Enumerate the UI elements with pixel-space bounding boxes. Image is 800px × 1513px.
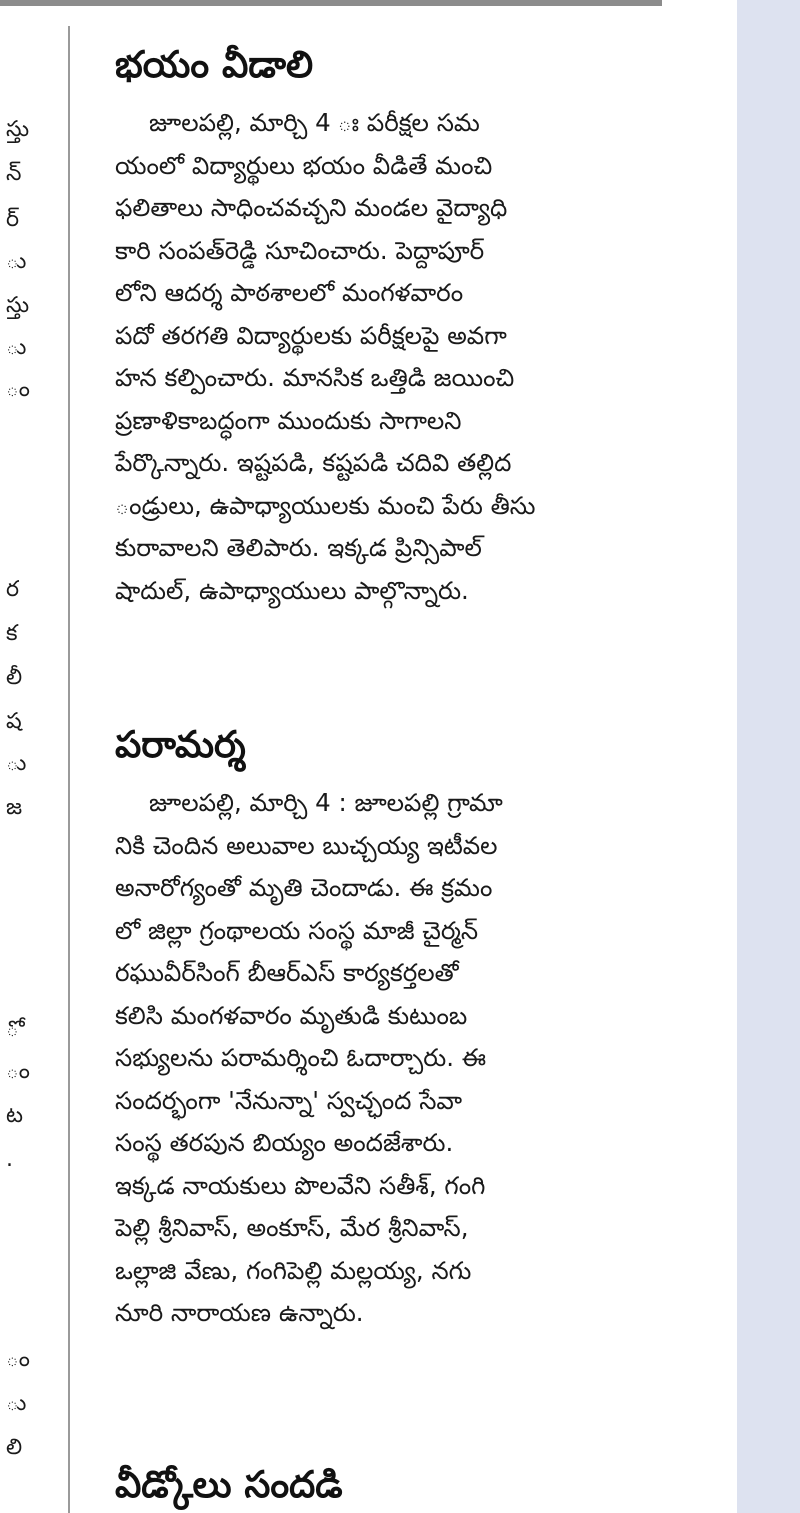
body-line: పెల్లి శ్రీనివాస్, అంకూస్, మేర శ్రీనివాస్,: [115, 1213, 469, 1242]
left-fragment: ర: [6, 577, 20, 602]
article-farewell: [115, 1462, 663, 1508]
body-line: ఫలితాలు సాధించవచ్చని మండల వైద్యాధి: [115, 193, 508, 222]
left-fragment: ట: [6, 1103, 23, 1128]
article-body: [115, 782, 663, 1335]
article-headline: వీడ్కోలు సందడి: [115, 1463, 343, 1506]
body-line: జూలపల్లి, మార్చి 4 : జూలపల్లి గ్రామా: [149, 788, 503, 817]
body-line: ండ్రులు, ఉపాధ్యాయులకు మంచి పేరు తీసు: [115, 490, 536, 520]
left-fragment: ష: [6, 709, 22, 734]
body-line: కురావాలని తెలిపారు. ఇక్కడ ప్రిన్సిపాల్: [115, 533, 482, 562]
body-line: అనారోగ్యంతో మృతి చెందాడు. ఈ క్రమం: [115, 873, 493, 902]
left-fragment: లి: [6, 1435, 23, 1460]
body-line: రఘువీర్‌సింగ్ బీఆర్‌ఎస్ కార్యకర్తలతో: [115, 958, 459, 987]
body-line: సందర్భంగా 'నేనున్నా' స్వచ్ఛంద సేవా: [115, 1085, 463, 1115]
body-line: పదో తరగతి విద్యార్థులకు పరీక్షలపై అవగా: [115, 320, 507, 350]
body-line: ప్రణాళికాబద్ధంగా ముందుకు సాగాలని: [115, 405, 462, 435]
body-line: ఒల్లాజి వేణు, గంగిపెల్లి మల్లయ్య, నగు: [115, 1255, 472, 1285]
left-fragment: ు: [6, 751, 27, 776]
left-fragment: ో: [6, 1017, 19, 1042]
left-fragment: ర్: [6, 207, 20, 232]
left-fragment: న్: [6, 161, 22, 186]
left-fragment: క: [6, 621, 18, 646]
body-line: జూలపల్లి, మార్చి 4 ః పరీక్షల సమ: [149, 108, 480, 137]
left-column-fragments: [0, 0, 30, 1513]
body-line: లో జిల్లా గ్రంథాలయ సంస్థ మాజీ చైర్మన్: [115, 915, 479, 945]
article-headline: పరామర్శ: [115, 723, 246, 766]
side-panel: [737, 0, 800, 1513]
left-fragment: స్తు: [6, 117, 30, 142]
body-line: నూరి నారాయణ ఉన్నారు.: [115, 1298, 364, 1327]
body-line: కారి సంపత్‌రెడ్డి సూచించారు. పెద్దాపూర్: [115, 235, 485, 265]
left-fragment: ం: [6, 377, 30, 402]
top-rule: [0, 0, 662, 6]
body-line: యంలో విద్యార్థులు భయం వీడితే మంచి: [115, 150, 493, 180]
body-line: లోని ఆదర్శ పాఠశాలలో మంగళవారం: [115, 278, 464, 307]
body-line: కలిసి మంగళవారం మృతుడి కుటుంబ: [115, 1000, 468, 1030]
body-line: హన కల్పించారు. మానసిక ఒత్తిడి జయించి: [115, 363, 515, 392]
left-fragment: లీ: [6, 665, 23, 690]
body-line: సభ్యులను పరామర్శించి ఓదార్చారు. ఈ: [115, 1043, 487, 1072]
body-line: సంస్థ తరపున బియ్యం అందజేశారు.: [115, 1128, 454, 1157]
left-fragment: ు: [6, 1391, 27, 1416]
body-line: ఇక్కడ నాయకులు పొలవేని సతీశ్, గంగి: [115, 1170, 486, 1200]
body-line: షాదుల్, ఉపాధ్యాయులు పాల్గొన్నారు.: [115, 575, 469, 605]
left-fragment: స్తు: [6, 293, 30, 318]
left-fragment: ం: [6, 1059, 30, 1084]
left-fragment: .: [6, 1147, 13, 1172]
left-fragment: ం: [6, 1347, 30, 1372]
body-line: పేర్కొన్నారు. ఇష్టపడి, కష్టపడి చదివి తల్లిద: [115, 448, 512, 477]
article-headline: భయం వీడాలి: [115, 43, 314, 86]
column-divider: [68, 26, 70, 1513]
body-line: నికి చెందిన అలువాల బుచ్చయ్య ఇటీవల: [115, 830, 498, 860]
article-condolence: [115, 722, 663, 1335]
article-fear: [115, 42, 663, 612]
left-fragment: ు: [6, 249, 27, 274]
left-fragment: జ: [6, 795, 23, 820]
article-body: [115, 102, 663, 612]
left-fragment: ు: [6, 335, 27, 360]
